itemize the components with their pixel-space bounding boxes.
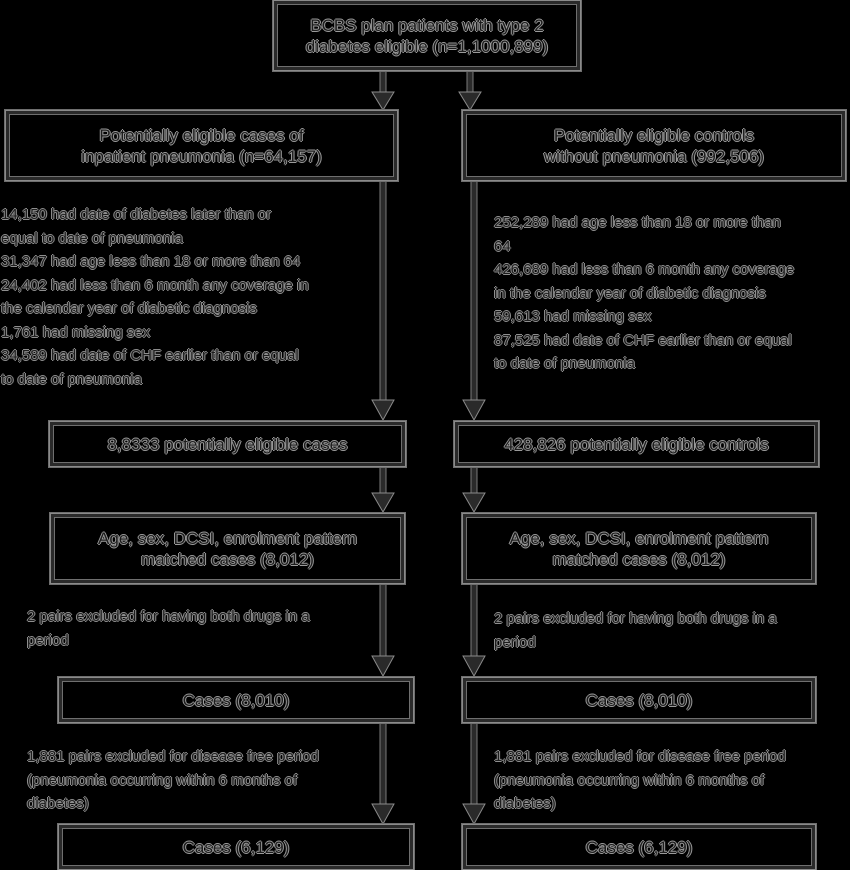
exclusion-item: 426,689 had less than 6 month any coverage [494, 261, 795, 278]
cases-potential-box [5, 110, 398, 181]
cases-drug-exclusion [27, 605, 377, 652]
controls-matched-line1: Age, sex, DCSI, enrolment pattern [509, 528, 769, 548]
top-box-line1: BCBS plan patients with type 2 [310, 15, 544, 35]
controls-eligible-box [454, 421, 819, 467]
controls-drug-exclusion [494, 607, 844, 654]
controls-eligible-label: 428,826 potentially eligible controls [504, 434, 769, 454]
exclusion-item: period [27, 631, 69, 649]
cases-8010-label: Cases (8,010) [182, 690, 290, 710]
exclusion-item: diabetes) [494, 795, 556, 812]
controls-potential-line1: Potentially eligible controls [553, 125, 755, 145]
cases-eligible-label: 8,8333 potentially eligible cases [107, 434, 348, 454]
exclusion-item: 14,150 had date of diabetes later than or [1, 206, 272, 223]
cases-6129-box [58, 824, 414, 870]
exclusion-item: to date of pneumonia [494, 355, 635, 372]
exclusion-item: 1,881 pairs excluded for disease free period [494, 748, 786, 765]
exclusion-item: the calendar year of diabetic diagnosis [1, 300, 257, 317]
controls-8010-box [462, 677, 816, 723]
top-box-line2: diabetes eligible (n=1,1000,899) [305, 36, 549, 56]
controls-6129-box [462, 824, 816, 870]
exclusion-item: 59,613 had missing sex [494, 308, 652, 325]
controls-6129-label: Cases (6,129) [585, 837, 693, 857]
controls-exclusion-list [494, 211, 850, 376]
exclusion-item: 2 pairs excluded for having both drugs in a [27, 608, 310, 625]
exclusion-item: 31,347 had age less than 18 or more than 64 [1, 253, 301, 270]
controls-potential-box [462, 110, 846, 181]
controls-disease-exclusion [494, 745, 850, 816]
cases-exclusion-list [1, 203, 371, 391]
exclusion-item: equal to date of pneumonia [1, 229, 183, 247]
controls-potential-line2: without pneumonia (992,506) [543, 146, 765, 166]
exclusion-item: period [494, 633, 536, 651]
cases-potential-line2: inpatient pneumonia (n=64,157) [81, 146, 322, 166]
cases-matched-line2: matched cases (8,012) [141, 549, 314, 569]
exclusion-item: in the calendar year of diabetic diagnosis [494, 284, 766, 302]
exclusion-item: diabetes) [27, 795, 89, 812]
exclusion-item: 34,589 had date of CHF earlier than or equal [1, 347, 299, 364]
cases-matched-box [50, 513, 405, 584]
exclusion-item: 1,761 had missing sex [1, 323, 151, 341]
exclusion-item: 252,289 had age less than 18 or more than [494, 214, 781, 231]
cases-matched-line1: Age, sex, DCSI, enrolment pattern [98, 528, 357, 548]
exclusion-item: 87,525 had date of CHF earlier than or equal [494, 331, 792, 349]
exclusion-item: (pneumonia occurring within 6 months of [494, 771, 765, 789]
exclusion-item: 2 pairs excluded for having both drugs in a [494, 610, 777, 627]
controls-8010-label: Cases (8,010) [585, 690, 693, 710]
controls-matched-line2: matched cases (8,012) [552, 549, 726, 569]
top-box-bcbs-patients [273, 0, 581, 71]
cases-8010-box [58, 677, 414, 723]
cases-6129-label: Cases (6,129) [182, 837, 290, 857]
exclusion-item: 24,402 had less than 6 month any coverage in [1, 276, 309, 294]
exclusion-item: to date of pneumonia [1, 370, 142, 388]
cases-disease-exclusion [27, 745, 377, 816]
cases-potential-line1: Potentially eligible cases of [99, 125, 304, 145]
exclusion-item: (pneumonia occurring within 6 months of [27, 771, 298, 789]
exclusion-item: 64 [494, 237, 511, 255]
controls-matched-box [462, 513, 816, 584]
cases-eligible-box [49, 421, 406, 467]
exclusion-item: 1,881 pairs excluded for disease free period [27, 748, 319, 765]
